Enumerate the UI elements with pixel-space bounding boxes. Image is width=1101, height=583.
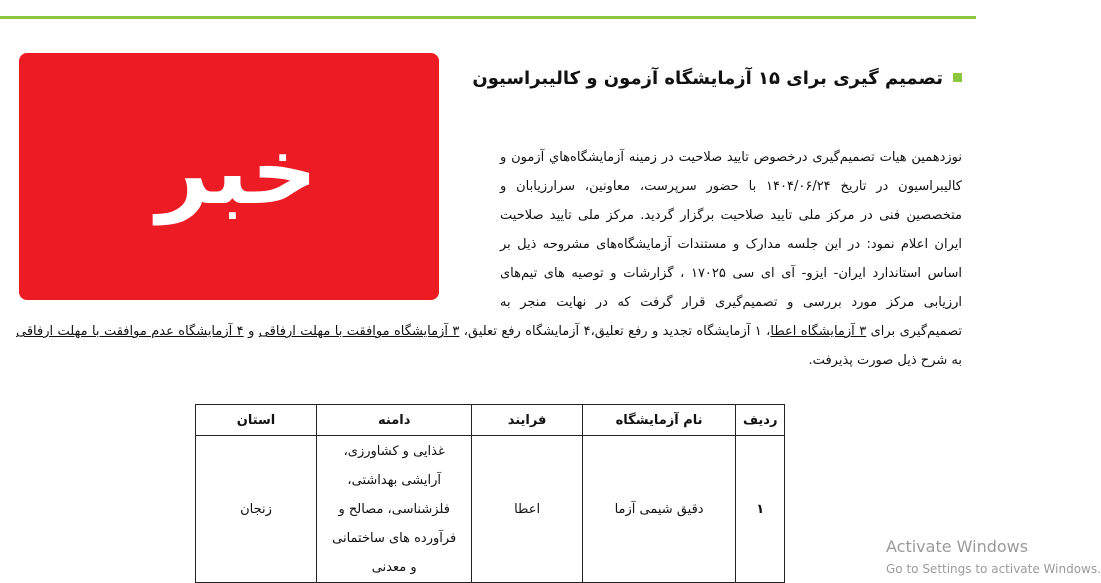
link-grant-labs[interactable]: ۳ آزمایشگاه اعطا (770, 324, 867, 339)
top-divider (0, 16, 976, 19)
link-reject-extension[interactable]: ۴ آزمایشگاه عدم موافقت با مهلت ارفاقی (16, 324, 244, 339)
table-row (196, 436, 785, 583)
table-header-row (196, 405, 785, 436)
body-text-part1: نوزدهمین هیات تصمیم‌گیری درخصوص تایید صلاحیت در زمینه آزمایشگاه‌هاي آزمون و کالیبراسیون در تاریخ ۱۴۰۴/۰۶/۲۴ با حضور سرپرست، معاونین، سرارزیابان و متخصصین فنی در مرکز ملی تایید صلاحیت برگزار گردید. مرکز ملی تایید صلاحیت ایران اعلام نمود: در این جلسه مدارک و مستندات آزمایشگاه‌های مشروحه ذیل بر اساس استاندارد ایران- ایزو- آی ای سی ۱۷۰۲۵ ، گزارشات و توصیه های تیم‌های ارزیابی مرکز مورد بررسی و تصمیم‌گیری قرار گرفت که در نهایت منجر به تصمیم‌گیری برای (500, 150, 963, 339)
labs-table (195, 404, 785, 583)
news-badge-label: خبر (156, 118, 318, 225)
article-body (16, 143, 962, 375)
header-lab-name: نام آزمایشگاه (582, 405, 736, 436)
badge-spacer (16, 143, 500, 307)
header-row-number: ردیف (736, 405, 785, 436)
cell-row-number: ۱ (736, 436, 785, 583)
header-process: فرایند (472, 405, 582, 436)
article-title (470, 57, 962, 101)
cell-process: اعطا (472, 436, 582, 583)
body-text-part2: ، ۱ آزمایشگاه تجدید و رفع تعلیق،۴ آزمایشگاه رفع تعلیق، (459, 324, 771, 339)
cell-lab-name: دقیق شیمی آزما (582, 436, 736, 583)
watermark-line2: Go to Settings to activate Windows. (886, 562, 1101, 576)
link-approve-extension[interactable]: ۳ آزمایشگاه موافقت با مهلت ارفاقی (258, 324, 460, 339)
body-text-part3: و (243, 324, 259, 339)
watermark-line1: Activate Windows (886, 537, 1029, 556)
header-domain: دامنه (317, 405, 472, 436)
article-title-text: تصمیم گیری برای ۱۵ آزمایشگاه آزمون و کالیبراسیون (472, 68, 943, 89)
title-bullet-icon (953, 73, 962, 82)
cell-domain: غذایی و کشاورزی، آرایشی بهداشتی، فلزشناسی، مصالح و فرآورده های ساختمانی و معدنی (317, 436, 472, 583)
header-province: استان (196, 405, 317, 436)
activate-windows-watermark (886, 537, 1101, 578)
cell-province: زنجان (196, 436, 317, 583)
body-text-part4: به شرح ذیل صورت پذیرفت. (808, 353, 962, 368)
